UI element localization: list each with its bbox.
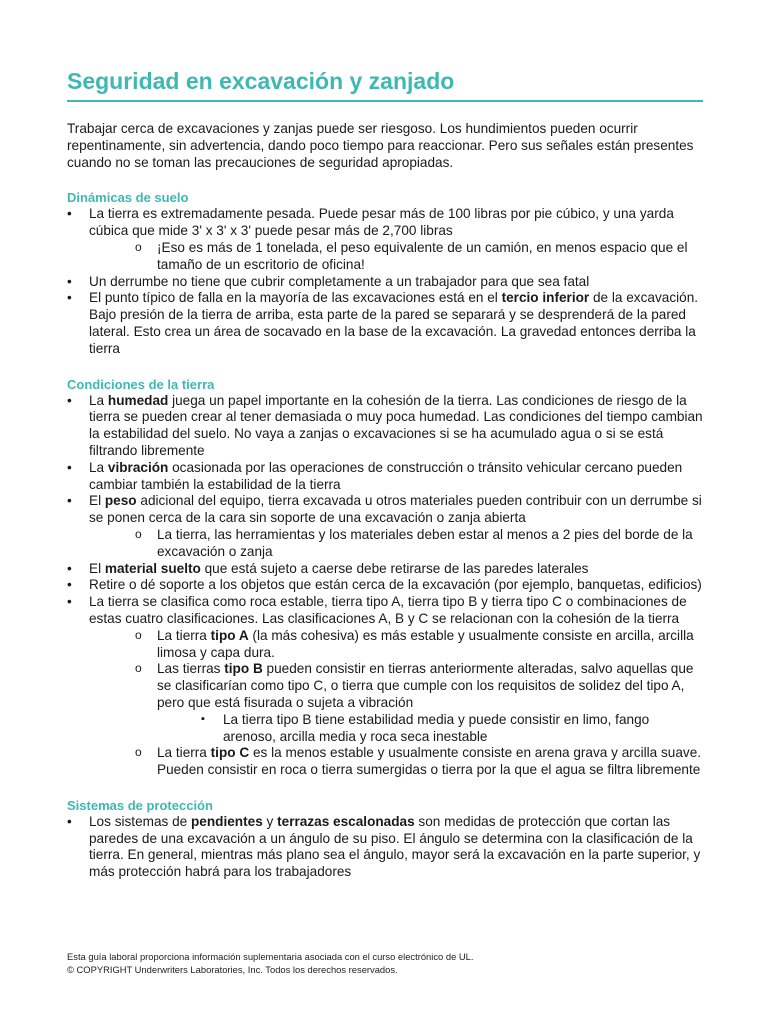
intro-paragraph: Trabajar cerca de excavaciones y zanjas puede ser riesgoso. Los hundimientos pueden ocurrir repentinamente, sin advertencia, dando poco tiempo para reaccionar. Pero sus señales están presentes cuando no se toman las precauciones de seguridad apropiadas. (67, 121, 694, 170)
list-item-text: Un derrumbe no tiene que cubrir completamente a un trabajador para que sea fatal (89, 273, 590, 289)
bullet-list-level-1 (67, 814, 703, 881)
list-item (67, 290, 703, 357)
bold-text: tercio inferior (501, 290, 590, 306)
bold-text: pendientes (191, 813, 263, 829)
footer-line-1: Esta guía laboral proporciona información suplementaria asociada con el curso electrónico de UL. (67, 951, 474, 962)
bullet-list-level-1 (67, 393, 703, 779)
list-item (135, 628, 703, 662)
list-item-text: La tierra tipo B tiene estabilidad media y puede consistir en limo, fango arenoso, arcilla media y roca seca inestable (223, 711, 650, 744)
list-item-text: El punto típico de falla en la mayoría de las excavaciones está en el (89, 290, 502, 306)
bold-text: humedad (107, 392, 169, 408)
bold-text: vibración (107, 459, 169, 475)
list-item-text: La tierra es extremadamente pesada. Puede pesar más de 100 libras por pie cúbico, y una yarda cúbica que mide 3' x 3' x 3' puede pesar más de 2,700 libras (89, 206, 674, 239)
list-item-text: ¡Eso es más de 1 tonelada, el peso equivalente de un camión, en menos espacio que el tamaño de un escritorio de oficina! (157, 239, 688, 272)
bullet-list-level-3 (201, 712, 703, 746)
list-item-text: La tierra se clasifica como roca estable, tierra tipo A, tierra tipo B y tierra tipo C o combinaciones de estas cuatro clasificaciones. Las clasificaciones A, B y C se relacionan con la cohesión de la tierra (89, 594, 687, 626)
bullet-list-level-2 (135, 240, 703, 274)
list-item (135, 661, 703, 745)
list-item-text: Los sistemas de (89, 813, 191, 829)
bold-text: terrazas escalonadas (277, 813, 415, 829)
bold-text: material suelto (104, 560, 201, 576)
bullet-list-level-2 (135, 628, 703, 779)
sections-container (67, 189, 703, 881)
list-item (135, 527, 703, 561)
page-footer (67, 951, 473, 976)
list-item-text: juega un papel importante en la cohesión de la tierra. Las condiciones de riesgo de la tierra se pueden crear al tener demasiada o muy poca humedad. Las condiciones del tiempo cambian la estabilidad del suelo. No vaya a zanjas o excavaciones si se ha acumulado agua o si se está filtrando libremente (89, 392, 703, 458)
list-item-text: ocasionada por las operaciones de construcción o tránsito vehicular cercano pueden cambiar también la estabilidad de la tierra (89, 459, 683, 492)
bold-text: tipo C (210, 745, 250, 761)
list-item-text: son medidas de protección que cortan las paredes de una excavación a un ángulo de su piso. El ángulo se determina con la clasificación de la tierra. En general, mientras más plano sea el ángulo, mayor será la excavación en la parte superior, y más protección habrá para los trabajadores (89, 813, 701, 880)
list-item (67, 594, 703, 779)
list-item-text: pueden consistir en tierras anteriormente alteradas, salvo aquellas que se clasificarían como tipo C, o tierra que cumple con los requisitos de solidez del tipo A, pero que está fisurada o sujeta a vibración (157, 661, 694, 710)
list-item-text: La tierra (157, 627, 211, 643)
bold-text: peso (104, 493, 137, 509)
list-item-text: es la menos estable y usualmente consiste en arena grava y arcilla suave. Pueden consistir en roca o tierra sumergidas o tierra por la que el agua se filtra libremente (157, 745, 702, 778)
document-page (67, 66, 703, 881)
list-item-text: La tierra, las herramientas y los materiales deben estar al menos a 2 pies del borde de la excavación o zanja (157, 526, 693, 559)
list-item-text: (la más cohesiva) es más estable y usualmente consiste en arcilla, arcilla limosa y capa dura. (157, 627, 694, 660)
list-item-text: La tierra (157, 745, 211, 761)
bold-text: tipo B (224, 661, 263, 677)
list-item-text: adicional del equipo, tierra excavada u otros materiales pueden contribuir con un derrumbe si se ponen cerca de la cara sin soporte de una excavación o zanja abierta (89, 493, 702, 526)
list-item (67, 561, 703, 578)
list-item (67, 460, 703, 494)
list-item-text: Retire o dé soporte a los objetos que están cerca de la excavación (por ejemplo, banquetas, edificios) (89, 577, 702, 593)
list-item (67, 274, 703, 291)
list-item (135, 745, 703, 779)
bullet-list-level-2 (135, 527, 703, 561)
list-item-text: La (89, 392, 108, 408)
section-heading: Condiciones de la tierra (67, 376, 215, 392)
list-item (201, 712, 703, 746)
page-title: Seguridad en excavación y zanjado (67, 66, 703, 102)
list-item-text: y (262, 813, 278, 829)
list-item (67, 393, 703, 460)
section-heading: Sistemas de protección (67, 797, 213, 813)
list-item-text: Las tierras (157, 661, 225, 677)
section-heading: Dinámicas de suelo (67, 190, 189, 206)
list-item (67, 206, 703, 273)
list-item-text: que está sujeto a caerse debe retirarse de las paredes laterales (200, 560, 589, 576)
list-item-text: La (89, 459, 108, 475)
list-item (135, 240, 703, 274)
footer-line-2: © COPYRIGHT Underwriters Laboratories, Inc. Todos los derechos reservados. (67, 963, 398, 975)
list-item-text: El (89, 560, 105, 576)
list-item-text: El (89, 493, 105, 509)
list-item-text: de la excavación. Bajo presión de la tierra de arriba, esta parte de la pared se separará y se desprenderá de la pared lateral. Esto crea un área de socavado en la base de la excavación. La gravedad entonces derriba la tierra (89, 290, 699, 356)
list-item (67, 814, 703, 881)
list-item (67, 577, 703, 594)
bullet-list-level-1 (67, 206, 703, 357)
bold-text: tipo A (210, 627, 249, 643)
list-item (67, 493, 703, 560)
